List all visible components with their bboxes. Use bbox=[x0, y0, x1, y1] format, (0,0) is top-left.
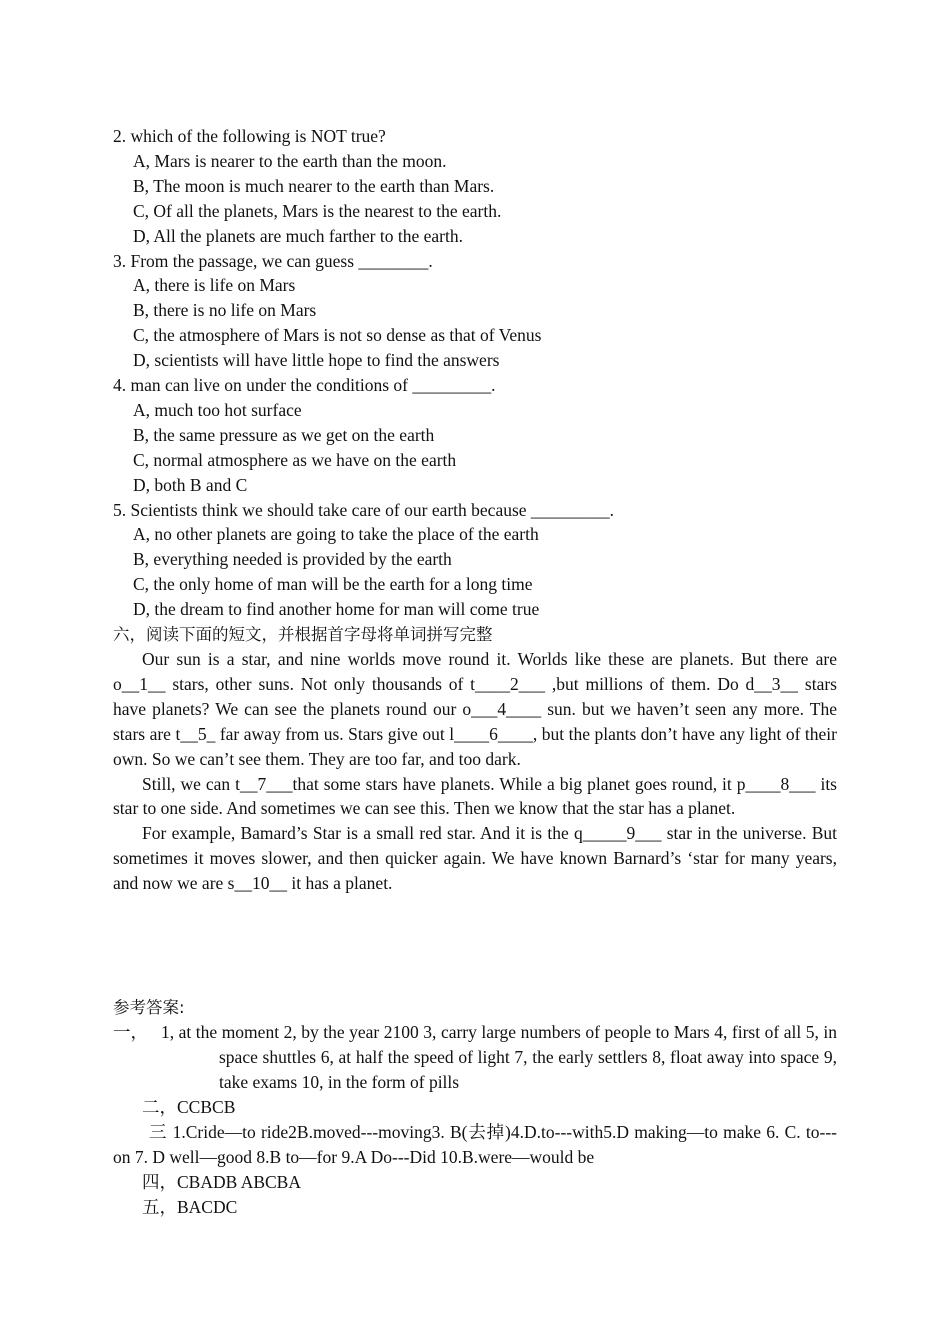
answer-part-1-text: 1, at the moment 2, by the year 2100 3, carry large numbers of people to Mars 4, first of all 5, in space shuttles 6, at half the speed of light 7, the early settlers 8, float away into space 9, take exams 10, in the form of pills bbox=[161, 1022, 837, 1092]
question-5-option-c: C, the only home of man will be the earth for a long time bbox=[133, 574, 533, 594]
question-3-option-a: A, there is life on Mars bbox=[133, 275, 296, 295]
question-5-stem: 5. Scientists think we should take care of our earth because _________. bbox=[113, 500, 615, 520]
question-2-stem: 2. which of the following is NOT true? bbox=[113, 126, 386, 146]
question-3-option-c: C, the atmosphere of Mars is not so dense as that of Venus bbox=[133, 325, 542, 345]
question-4-stem: 4. man can live on under the conditions of _________. bbox=[113, 375, 496, 395]
section-6-heading: 六，阅读下面的短文，并根据首字母将单词拼写完整 bbox=[113, 625, 493, 644]
question-2-option-d: D, All the planets are much farther to the earth. bbox=[133, 226, 463, 246]
question-3-option-d: D, scientists will have little hope to find the answers bbox=[133, 350, 500, 370]
answer-part-3: 三 1.Cride—to ride2B.moved---moving3. B(去掉)4.D.to---with5.D making—to make 6. C. to---on 7. D well—good 8.B to—for 9.A Do---Did 10.B.were—would be bbox=[113, 1122, 837, 1167]
question-2-option-b: B, The moon is much nearer to the earth than Mars. bbox=[133, 176, 495, 196]
passage-paragraph-3: For example, Bamard’s Star is a small red star. And it is the q_____9___ star in the universe. But sometimes it moves slower, and then quicker again. We have known Barnard’s ‘star for many years, and now we are s__10__ it has a planet. bbox=[113, 823, 837, 894]
cloze-passage bbox=[113, 647, 837, 896]
passage-paragraph-1: Our sun is a star, and nine worlds move round it. Worlds like these are planets. But there are o__1__ stars, other suns. Not only thousands of t____2___ ,but millions of them. Do d__3__ stars have planets? We can see the planets round our o___4____ sun. but we haven’t seen any more. The stars are t__5_ far away from us. Stars give out l____6____, but the plants don’t have any light of their own. So we can’t see them. They are too far, and too dark. bbox=[113, 649, 837, 769]
question-2-option-a: A, Mars is nearer to the earth than the moon. bbox=[133, 151, 447, 171]
answers-title: 参考答案: bbox=[113, 998, 185, 1017]
question-4-option-c: C, normal atmosphere as we have on the earth bbox=[133, 450, 457, 470]
passage-paragraph-2: Still, we can t__7___that some stars have planets. While a big planet goes round, it p____8___ its star to one side. And sometimes we can see this. Then we know that the star has a planet. bbox=[113, 773, 837, 819]
answer-part-1-label: 一， bbox=[113, 1022, 148, 1042]
question-4-option-a: A, much too hot surface bbox=[133, 400, 302, 420]
answer-key bbox=[113, 1020, 837, 1220]
question-2-option-c: C, Of all the planets, Mars is the nearest to the earth. bbox=[133, 201, 502, 221]
question-4-option-b: B, the same pressure as we get on the earth bbox=[133, 425, 435, 445]
question-5-option-a: A, no other planets are going to take the place of the earth bbox=[133, 524, 539, 544]
question-3-option-b: B, there is no life on Mars bbox=[133, 300, 317, 320]
question-5-option-d: D, the dream to find another home for man will come true bbox=[133, 599, 540, 619]
answer-part-4: 四，CBADB ABCBA bbox=[142, 1172, 301, 1192]
question-3-stem: 3. From the passage, we can guess ________. bbox=[113, 251, 433, 271]
answer-part-1 bbox=[113, 1020, 837, 1095]
answer-part-2: 二，CCBCB bbox=[142, 1097, 236, 1117]
question-5-option-b: B, everything needed is provided by the earth bbox=[133, 549, 452, 569]
answer-part-5: 五，BACDC bbox=[142, 1197, 238, 1217]
question-4-option-d: D, both B and C bbox=[133, 475, 248, 495]
